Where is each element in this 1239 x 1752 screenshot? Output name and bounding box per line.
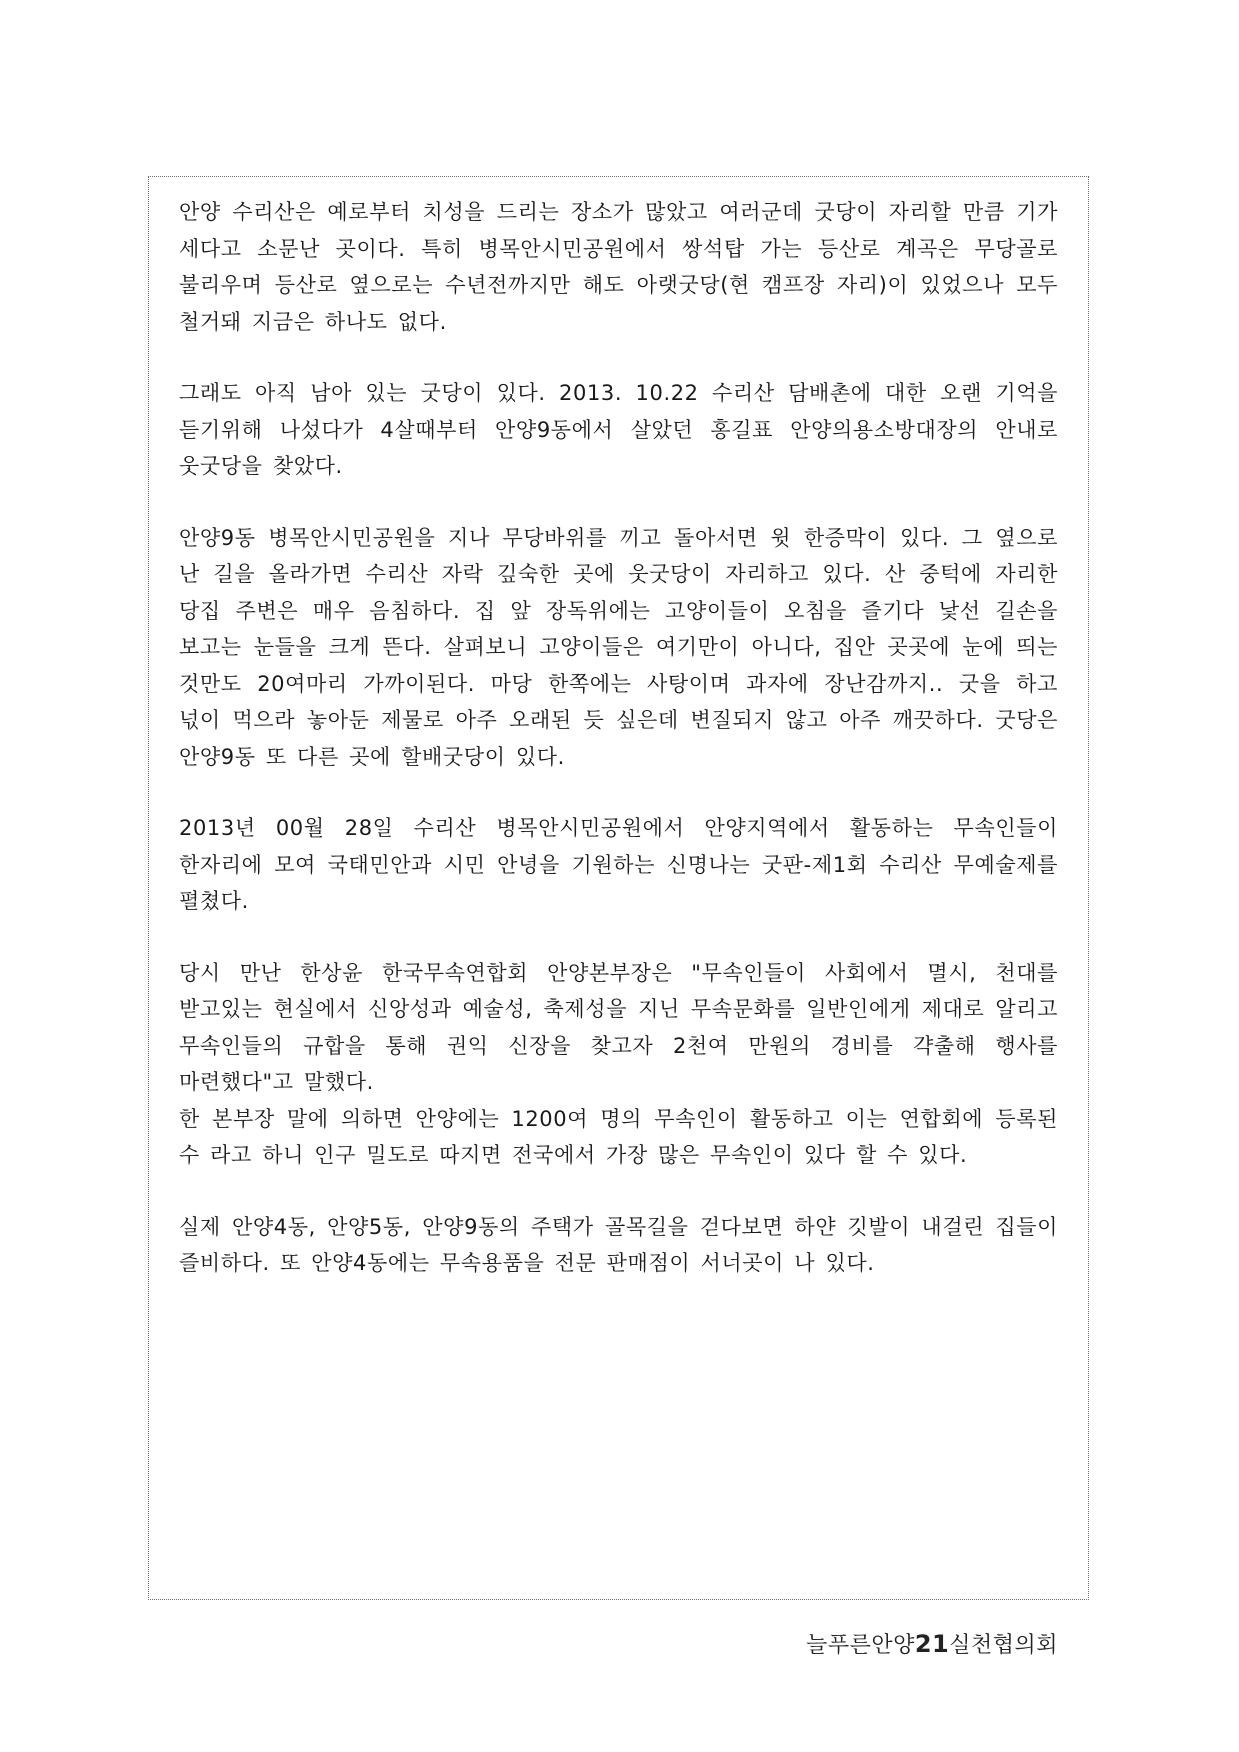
- paragraph-7: 실제 안양4동, 안양5동, 안양9동의 주택가 골목길을 걷다보면 하얀 깃발이 내걸린 집들이 즐비하다. 또 안양4동에는 무속용품을 전문 판매점이 서너곳이 나 있다.: [179, 1214, 1058, 1275]
- footer-organization: [806, 1628, 1058, 1659]
- paragraph-5: 당시 만난 한상윤 한국무속연합회 안양본부장은 "무속인들이 사회에서 멸시, 천대를 받고있는 현실에서 신앙성과 예술성, 축제성을 지닌 무속문화를 일반인에게 제대로 알리고 무속인들의 규합을 통해 권익 신장을 찾고자 2천여 만원의 경비를 갹출해 행사를 마련했다"고 말했다.: [179, 960, 1058, 1094]
- paragraph-2: 그래도 아직 남아 있는 굿당이 있다. 2013. 10.22 수리산 담배촌에 대한 오랜 기억을 듣기위해 나섰다가 4살때부터 안양9동에서 살았던 홍길표 안양의용소방대장의 안내로 웃굿당을 찾았다.: [179, 381, 1058, 478]
- paragraph-3: 안양9동 병목안시민공원을 지나 무당바위를 끼고 돌아서면 윗 한증막이 있다. 그 옆으로 난 길을 올라가면 수리산 자락 깊숙한 곳에 웃굿당이 자리하고 있다. 산 중턱에 자리한 당집 주변은 매우 음침하다. 집 앞 장독위에는 고양이들이 오침을 즐기다 낯선 길손을 보고는 눈들을 크게 뜬다. 살펴보니 고양이들은 여기만이 아니다, 집안 곳곳에 눈에 띄는 것만도 20여마리 가까이된다. 마당 한쪽에는 사탕이며 과자에 장난감까지.. 굿을 하고 넋이 먹으라 놓아둔 제물로 아주 오래된 듯 싶은데 변질되지 않고 아주 깨끗하다. 굿당은 안양9동 또 다른 곳에 할배굿당이 있다.: [179, 525, 1058, 769]
- paragraph-6: 한 본부장 말에 의하면 안양에는 1200여 명의 무속인이 활동하고 이는 연합회에 등록된 수 라고 하니 인구 밀도로 따지면 전국에서 가장 많은 무속인이 있다 할 수 있다.: [179, 1106, 1058, 1167]
- paragraph-4: 2013년 00월 28일 수리산 병목안시민공원에서 안양지역에서 활동하는 무속인들이 한자리에 모여 국태민안과 시민 안녕을 기원하는 신명나는 굿판-제1회 수리산 무예술제를 펼쳤다.: [179, 816, 1058, 913]
- footer-number: 21: [914, 1630, 950, 1658]
- article-text-box: [148, 176, 1089, 1600]
- footer-prefix: 늘푸른안양: [806, 1633, 915, 1658]
- paragraph-1: 안양 수리산은 예로부터 치성을 드리는 장소가 많았고 여러군데 굿당이 자리할 만큼 기가 세다고 소문난 곳이다. 특히 병목안시민공원에서 쌍석탑 가는 등산로 계곡은 무당골로 불리우며 등산로 옆으로는 수년전까지만 해도 아랫굿당(현 캠프장 자리)이 있었으나 모두 철거돼 지금은 하나도 없다.: [179, 200, 1058, 334]
- footer-suffix: 실천협의회: [949, 1633, 1058, 1658]
